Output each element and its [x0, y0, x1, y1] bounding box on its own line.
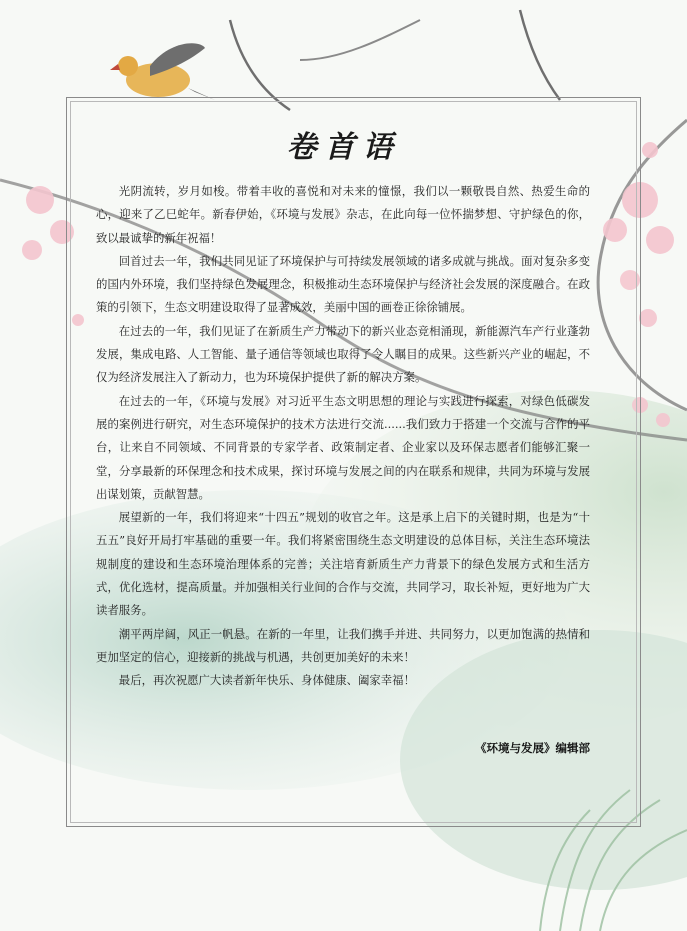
paragraph: 在过去的一年，《环境与发展》对习近平生态文明思想的理论与实践进行探索，对绿色低碳发展的案例进行研究，对生态环境保护的技术方法进行交流......我们致力于搭建一个交流与合作的平台，让来自不同领域、不同背景的专家学者、政策制定者、企业家以及环保志愿者们能够汇聚一堂，分享最新的环保理念和技术成果，探讨环境与发展之间的内在联系和规律，共同为环境与发展出谋划策，贡献智慧。	[96, 393, 590, 501]
paragraph: 回首过去一年，我们共同见证了环境保护与可持续发展领域的诸多成就与挑战。面对复杂多变的国内外环境，我们坚持绿色发展理念，积极推动生态环境保护与经济社会发展的深度融合。在政策的引领下，生态文明建设取得了显著成效，美丽中国的画卷正徐徐铺展。	[96, 253, 590, 315]
branch-shape	[520, 10, 560, 100]
paragraph: 展望新的一年，我们将迎来“十四五”规划的收官之年。这是承上启下的关键时期，也是为“十五五”良好开局打牢基础的重要一年。我们将紧密围绕生态文明建设的总体目标，关注生态环境法规制度的建设和生态环境治理体系的完善；关注培育新质生产力背景下的绿色发展方式和生活方式，优化选材，提高质量。并加强相关行业间的合作与交流，共同学习，取长补短，更好地为广大读者服务。	[96, 510, 590, 618]
editorial-body	[96, 180, 590, 693]
bird-illustration	[110, 43, 215, 100]
paragraph: 在过去的一年，我们见证了在新质生产力带动下的新兴业态竞相涌现，新能源汽车产行业蓬勃发展，集成电路、人工智能、量子通信等领域也取得了令人瞩目的成果。这些新兴产业的崛起，不仅为经济发展注入了新动力，也为环境保护提供了新的解决方案。	[96, 323, 590, 385]
branch-shape	[300, 20, 420, 60]
paragraph: 潮平两岸阔，风正一帆悬。在新的一年里，让我们携手并进、共同努力，以更加饱满的热情和更加坚定的信心，迎接新的挑战与机遇，共创更加美好的未来！	[96, 626, 590, 664]
paragraph: 最后，再次祝愿广大读者新年快乐、身体健康、阖家幸福！	[118, 673, 415, 688]
signature: 《环境与发展》编辑部	[475, 741, 590, 755]
paragraph: 光阴流转，岁月如梭。带着丰收的喜悦和对未来的憧憬，我们以一颗敬畏自然、热爱生命的心，迎来了乙巳蛇年。新春伊始，《环境与发展》杂志，在此向每一位怀揣梦想、守护绿色的你，致以最诚挚的新年祝福！	[96, 184, 590, 245]
page-title: 卷首语	[286, 130, 401, 165]
